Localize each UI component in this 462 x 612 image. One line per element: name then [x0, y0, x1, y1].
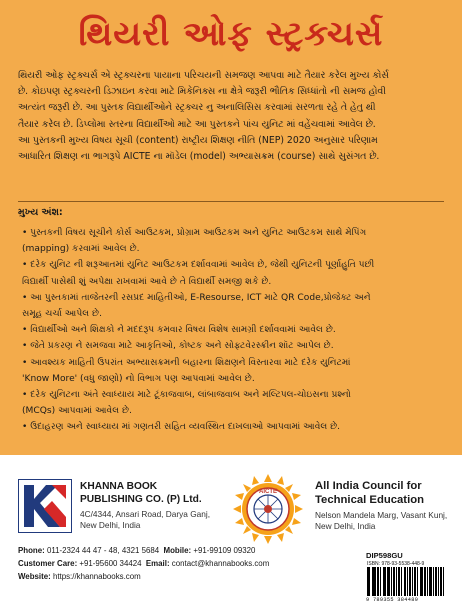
barcode-bar [436, 567, 437, 596]
highlight-item-cont: (MCQs) આપવામાં આવેલ છે. [22, 406, 132, 417]
barcode-bar [415, 567, 416, 596]
highlights-heading: મુખ્ય અંશ: [18, 207, 63, 218]
barcode-bar [378, 567, 379, 596]
highlight-item-cont: વિદ્યાર્થી પાસેથી શું અપેક્ષા રાખવામાં આવે છે તે વિદ્યાર્થી સમજી શકે છે. [22, 276, 272, 287]
publisher-address: New Delhi, India [80, 520, 141, 530]
divider [18, 201, 444, 202]
phone-line: Phone: 011-2324 44 47 - 48, 4321 5684 Mobile: +91-99109 09320 [18, 546, 256, 555]
intro-paragraph [18, 68, 448, 165]
highlight-item: • ઉદાહરણ અને સ્વાધ્યાય માં ગણતરી સહિત વ્યવસ્થિત દાખલાઓ આપવામાં આવેલ છે. [22, 422, 341, 433]
publisher-address: 4C/4344, Ansari Road, Darya Ganj, [80, 509, 211, 519]
highlight-item: • પુસ્તકની વિષય સૂચીને કોર્સ આઉટકમ, પ્રોગ્રામ આઉટકમ અને યુનિટ આઉટકમ સાથે મેપિંગ [22, 228, 367, 238]
highlight-item-cont: સમૂહ ચર્ચા આપેલ છે. [22, 309, 102, 320]
barcode-bar [369, 567, 370, 596]
email-link[interactable]: contact@khannabooks.com [171, 559, 270, 568]
barcode-bar [425, 567, 426, 596]
barcode-bar [391, 567, 392, 596]
barcode-bar [417, 567, 418, 596]
intro-line: થિયરી ઓફ સ્ટ્રક્ચર્સ એ સ્ટ્રક્ચરના પાયાના પરિચયની સમજણ આપવા માટે તૈયાર કરેલ મુખ્ય કોર્સ [18, 70, 389, 81]
aicte-name: All India Council for [315, 480, 422, 492]
aicte-block [315, 480, 447, 532]
sku-code: DIP598GU [366, 551, 403, 560]
care-number: +91-95600 34424 [79, 559, 142, 568]
khanna-logo-icon [18, 479, 72, 533]
highlight-item: • આ પુસ્તકામાં તાજેતરની રસપ્રદ માહિતીઓ, E-Resourse, ICT માટે QR Code,પ્રોજેક્ટ અને [22, 292, 371, 303]
isbn-label: ISBN: 978-93-5538-448-9 [367, 561, 425, 567]
intro-line: આ પુસ્તકની મુખ્ય વિષય સૂચી (content) રાષ્ટ્રીય શિક્ષણ નીતિ (NEP) 2020 અનુસાર પરિણામ [18, 134, 378, 146]
highlight-item-cont: (mapping) કરવામાં આવેલ છે. [22, 244, 140, 255]
book-title: થિયરી ઓફ સ્ટ્રક્ચર્સ [78, 14, 384, 54]
barcode-bar [396, 567, 397, 596]
mobile-number: +91-99109 09320 [193, 546, 256, 555]
website-link[interactable]: https://khannabooks.com [52, 572, 141, 581]
highlights-list [22, 225, 448, 436]
publisher-name: KHANNA BOOK [80, 481, 158, 492]
publisher-name: PUBLISHING CO. (P) Ltd. [80, 494, 202, 505]
barcode-bar [441, 567, 442, 596]
highlight-item: • દરેક યુનિટના અંતે સ્વાધ્યાય માટે ટૂંકાજવાબ, લાંબાજવાબ અને મલ્ટિપલ-ચોઇસના પ્રશ્નો [22, 390, 351, 401]
intro-line: આધારિત શિક્ષણ ના ભાગરૂપે AICTE ના મૉડેલ (model) અભ્યાસક્રમ (course) સાથે સુસંગત છે. [18, 151, 380, 163]
aicte-name: Technical Education [315, 493, 425, 506]
barcode-bar [422, 567, 423, 596]
barcode-bar [401, 567, 402, 596]
barcode-bar [380, 567, 381, 596]
website-line: Website: https://khannabooks.com [18, 572, 141, 581]
barcode-bars [367, 567, 445, 596]
aicte-seal-label: AICTE [259, 489, 277, 495]
aicte-address: Nelson Mandela Marg, Vasant Kunj, [315, 510, 448, 520]
aicte-address: New Delhi, India [315, 521, 376, 531]
highlight-item: • જેતે પ્રકરણ ને સમજવા માટે આકૃતિઓ, કોષ્ટક અને સોફ્ટવેરસ્ક્રીન શૉટ આપેલ છે. [22, 341, 334, 352]
isbn-digits: 9 789355 384489 [366, 597, 419, 603]
contact-block [18, 544, 269, 583]
publisher-block [80, 480, 210, 531]
back-cover-footer [0, 455, 462, 612]
highlight-item: • દરેક યુનિટ ની શરૂઆતમાં યુનિટ આઉટકમ દર્શાવવામાં આવેલ છે, જેથી યુનિટની પૂર્ણાહુતિ પછી [22, 260, 375, 271]
highlight-item: • આવશ્યક માહિતી ઉપરાંત અભ્યાસક્રમની બહારના શિક્ષણને વિસ્તારવા માટે દરેક યુનિટમાં [22, 357, 351, 368]
intro-line: અત્યંત જરૂરી છે. આ પુસ્તક વિદ્યાર્થીઓને સ્ટ્રક્ચર નુ અનાલિસિસ કરવામાં સરળતા રહે તે હેતુ થી [18, 102, 376, 114]
barcode [366, 561, 446, 605]
highlight-item: • વિદ્યાર્થીઓ અને શિક્ષકો ને મદદરૂપ કમવાર વિષય વિશેષ સામગ્રી દર્શાવવામાં આવેલ છે. [22, 325, 336, 336]
intro-line: છે. કોઇપણ સ્ટ્રક્ચરની ડિઝાઇન કરવા માટે મિકેનિક્સ ના ક્ષેત્રે જરૂરી ભૌતિક સિધ્ધાંતો ની સમજ હોવી [18, 86, 386, 98]
intro-line: તૈયાર કરેલ છે. ડિપ્લોમા સ્તરના વિદ્યાર્થીઓ માટે આ પુસ્તકને પાંચ યુનિટ માં વહેંચવામાં આવેલ છે. [18, 118, 376, 130]
phone-number: 011-2324 44 47 - 48, 4321 5684 [46, 546, 160, 555]
barcode-bar [430, 567, 431, 596]
aicte-seal-icon [232, 473, 304, 545]
highlight-item-cont: 'Know More' (વધુ જાણો) નો વિભાગ પણ આપવામાં આવેલ છે. [22, 373, 255, 384]
care-line: Customer Care: +91-95600 34424 Email: contact@khannabooks.com [18, 559, 270, 568]
barcode-bar [374, 567, 375, 596]
